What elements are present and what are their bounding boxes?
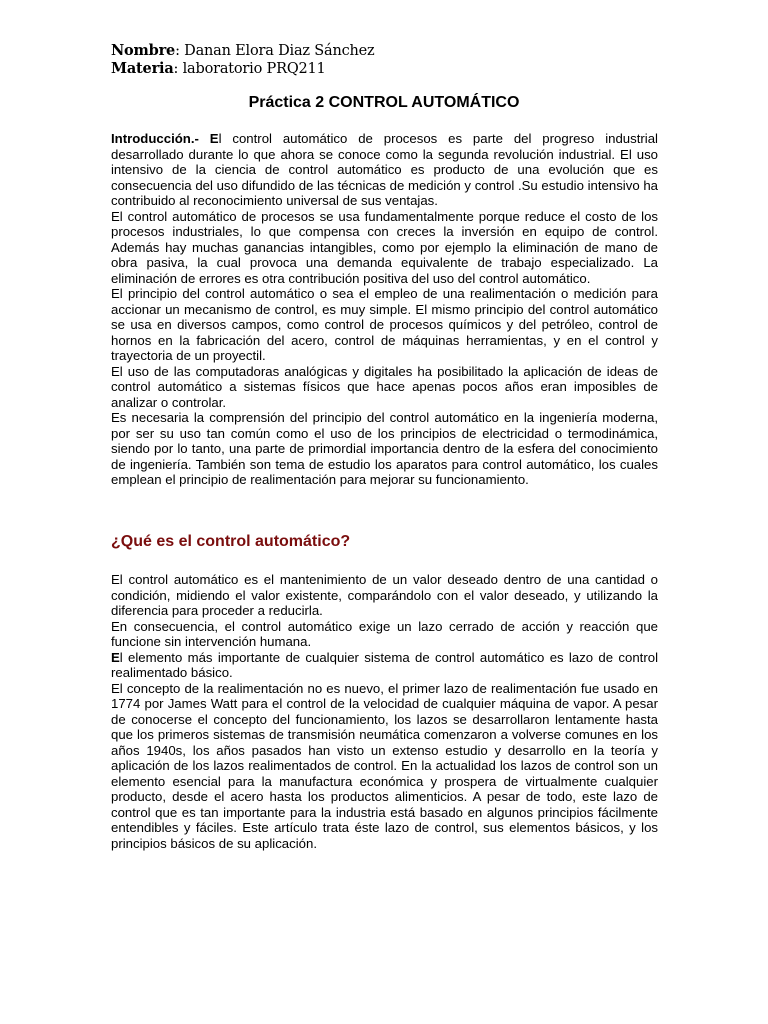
subject-label: Materia xyxy=(111,60,174,77)
introduction-section xyxy=(111,131,658,488)
section-paragraph-2: En consecuencia, el control automático exige un lazo cerrado de acción y reacción que funcione sin intervención humana. xyxy=(111,618,658,649)
document-header xyxy=(111,42,374,78)
intro-paragraph-4: El uso de las computadoras analógicas y digitales ha posibilitado la aplicación de ideas de control automático a sistemas físicos que hace apenas pocos años eran imposibles de analizar o controlar. xyxy=(111,363,658,410)
intro-paragraph-2: El control automático de procesos se usa fundamentalmente porque reduce el costo de los procesos industriales, lo que compensa con creces la inversión en equipo de control. Además hay muchas ganancias intangibles, como por ejemplo la eliminación de mano de obra pasiva, la cual provoca una demanda equivalente de trabajo especializado. La eliminación de errores es otra contribución positiva del uso del control automático. xyxy=(111,208,658,286)
subject-line xyxy=(111,60,374,78)
intro-paragraph-5: Es necesaria la comprensión del principio del control automático en la ingeniería moderna, por ser su uso tan común como el uso de los principios de electricidad o termodinámica, siendo por lo tanto, una parte de primordial importancia dentro de la esfera del conocimiento de ingeniería. También son tema de estudio los aparatos para control automático, los cuales emplean el principio de realimentación para mejorar su funcionamiento. xyxy=(111,410,658,487)
name-value: : Danan Elora Diaz Sánchez xyxy=(175,43,375,59)
section-paragraph-1: El control automático es el mantenimiento de un valor deseado dentro de una cantidad o condición, midiendo el valor existente, comparándolo con el valor deseado, y utilizando la diferencia para proceder a reducirla. xyxy=(111,572,658,618)
intro-first-letter: E xyxy=(209,131,219,146)
section-paragraph-4: El concepto de la realimentación no es nuevo, el primer lazo de realimentación fue usado en 1774 por James Watt para el control de la velocidad de cualquier máquina de vapor. A pesar de conocerse el concepto del funcionamiento, los lazos se desarrollaron lentamente hasta que los primeros sistemas de transmisión neumática comenzaron a volverse comunes en los años 1940s, los años pasados han visto un extenso estudio y desarrollo en la teoría y aplicación de los lazos realimentados de control. En la actualidad los lazos de control son un elemento esencial para la manufactura económica y prospera de virtualmente cualquier producto, desde el acero hasta los productos alimenticios. A pesar de todo, este lazo de control que es tan importante para la industria está basado en algunos principios fácilmente entendibles y fáciles. Este artículo trata éste lazo de control, sus elementos básicos, y los principios básicos de su aplicación. xyxy=(111,680,658,851)
intro-p1-text: l control automático de procesos es parte del progreso industrial desarrollado durante lo que ahora se conoce como la segunda revolución industrial. El uso intensivo de la ciencia de control automático es producto de una evolución que es consecuencia del uso difundido de las técnicas de medición y control .Su estudio intensivo ha contribuido al reconocimiento universal de sus ventajas. xyxy=(111,131,658,208)
name-label: Nombre xyxy=(111,42,176,59)
name-line xyxy=(111,42,374,60)
section-p3-first-letter: E xyxy=(111,649,120,665)
section-paragraph-3 xyxy=(111,650,658,681)
subject-value: : laboratorio PRQ211 xyxy=(173,61,326,77)
page-title: Práctica 2 CONTROL AUTOMÁTICO xyxy=(248,94,520,111)
intro-paragraph-3: El principio del control automático o sea el empleo de una realimentación o medición para accionar un mecanismo de control, es muy simple. El mismo principio del control automático se usa en diversos campos, como control de procesos químicos y del petróleo, control de hornos en la fabricación del acero, control de máquinas herramientas, y en el control y trayectoria de un proyectil. xyxy=(111,286,658,363)
intro-label: Introducción.- xyxy=(111,131,210,146)
intro-paragraph-1 xyxy=(111,131,658,209)
what-is-control-section xyxy=(111,572,658,851)
section-heading: ¿Qué es el control automático? xyxy=(111,533,351,550)
section-p3-text: l elemento más importante de cualquier sistema de control automático es lazo de control realimentado básico. xyxy=(111,649,658,680)
